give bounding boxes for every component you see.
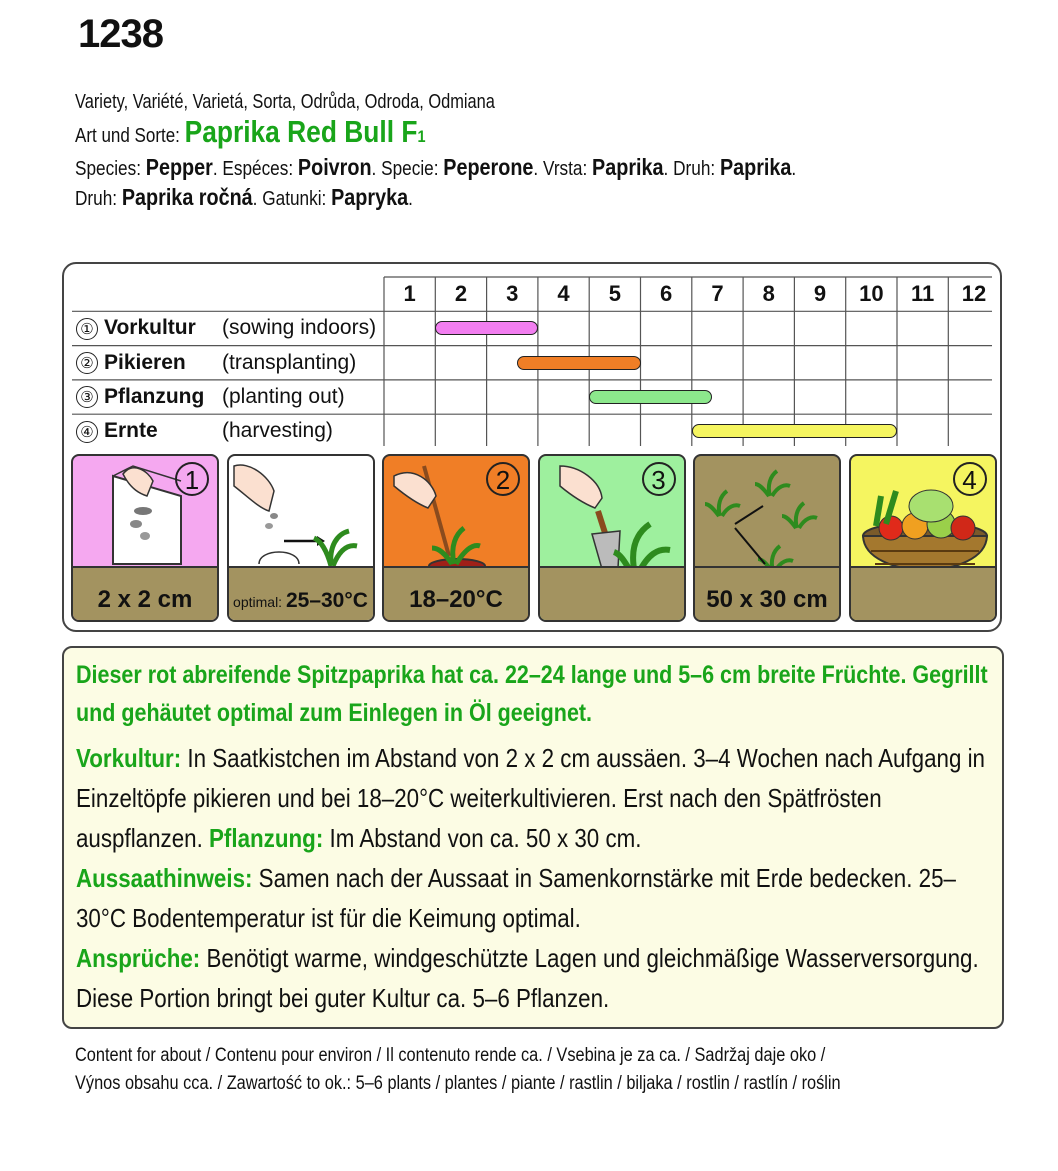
species-separator: .	[408, 188, 413, 210]
month-header: 12	[961, 281, 987, 306]
paragraph-heading: Ansprüche:	[76, 943, 201, 973]
month-header: 1	[403, 281, 416, 306]
species-line-2	[75, 184, 901, 210]
species-label: Vrsta:	[542, 158, 593, 180]
instruction-tile	[538, 454, 686, 622]
spacing-plants-icon	[695, 456, 841, 572]
variety-languages: Variety, Variété, Varietá, Sorta, Odrůda, Odroda, Odmiana	[75, 91, 495, 113]
paragraph-text: Benötigt warme, windgeschützte Lagen und gleichmäßige Wasserversorgung. Diese Portion bringt bei guter Kultur ca. 5–6 Pflanzen.	[76, 943, 979, 1013]
month-header: 3	[506, 281, 519, 306]
species-label: Druh:	[673, 158, 720, 180]
species-separator: .	[663, 158, 674, 180]
month-header: 10	[859, 281, 884, 306]
art-label: Art und Sorte:	[75, 125, 185, 147]
paragraph-heading: Vorkultur:	[76, 743, 182, 773]
calendar-row-label	[76, 311, 376, 345]
step-number: ②	[76, 352, 98, 374]
paragraph-heading: Aussaathinweis:	[76, 863, 253, 893]
species-separator: .	[212, 158, 223, 180]
month-header: 9	[813, 281, 827, 306]
description-panel	[62, 646, 1004, 1029]
calendar-bar	[517, 356, 640, 370]
step-name-en: (transplanting)	[222, 350, 357, 374]
instruction-tile	[693, 454, 841, 622]
step-circle-number: 3	[642, 462, 676, 496]
species-label: Druh:	[75, 188, 122, 210]
calendar-row-label	[76, 346, 356, 380]
species-name: Peperone	[443, 154, 534, 180]
tile-ground	[695, 566, 839, 620]
calendar-bar	[589, 390, 712, 404]
instruction-tile	[382, 454, 530, 622]
description-body	[76, 738, 992, 1018]
species-label: Espéces:	[222, 158, 298, 180]
variety-subscript: 1	[417, 127, 426, 146]
intro-text: Dieser rot abreifende Spitzpaprika hat ca. 22–24 lange und 5–6 cm breite Früchte. Gegrillt und gehäutet optimal zum Einlegen in Öl geeignet.	[76, 661, 988, 727]
tile-label	[229, 586, 373, 614]
paragraph-text: Samen nach der Aussaat in Samenkornstärke mit Erde bedecken. 25–30°C Bodentemperatur ist für die Keimung optimal.	[76, 863, 956, 933]
species-separator: .	[533, 158, 543, 180]
tile-label-value: 50 x 30 cm	[706, 586, 828, 613]
step-circle-number: 2	[486, 462, 520, 496]
product-code: 1238	[78, 12, 163, 56]
species-label: Species:	[75, 158, 146, 180]
species-label: Specie:	[381, 158, 444, 180]
tile-label-value: 18–20°C	[409, 586, 503, 613]
tile-ground	[540, 566, 684, 620]
sowing-calendar	[62, 262, 1002, 632]
tile-ground	[384, 566, 528, 620]
species-name: Paprika ročná	[121, 184, 253, 210]
tile-label-value: 25–30°C	[285, 589, 368, 612]
calendar-row-label	[76, 380, 345, 414]
seed-germination-icon	[229, 456, 375, 572]
step-circle-number: 4	[953, 462, 987, 496]
species-name: Papryka	[331, 184, 409, 210]
calendar-row-label	[76, 414, 333, 448]
species-separator: .	[252, 188, 263, 210]
calendar-bar	[435, 321, 538, 335]
species-line-1	[75, 154, 901, 180]
paragraph-text: In Saatkistchen im Abstand von 2 x 2 cm aussäen. 3–4 Wochen nach Aufgang in Einzeltöpfe pikieren und bei 18–20°C weiterkultivieren. Erst nach den Spätfrösten auspflanzen.	[76, 743, 985, 853]
step-name-en: (sowing indoors)	[222, 316, 377, 340]
paragraph-text: Im Abstand von ca. 50 x 30 cm.	[323, 823, 642, 853]
month-header: 11	[911, 281, 935, 306]
step-name-de: Ernte	[104, 419, 158, 443]
month-header: 8	[762, 281, 775, 306]
step-name-en: (planting out)	[222, 384, 345, 408]
step-number: ①	[76, 318, 98, 340]
step-name-de: Vorkultur	[104, 316, 196, 340]
tile-label	[73, 586, 217, 614]
tile-ground	[851, 566, 995, 620]
species-name: Paprika	[592, 154, 664, 180]
step-number: ④	[76, 421, 98, 443]
month-header: 7	[711, 281, 724, 306]
tile-ground	[229, 566, 373, 620]
variety-name: Paprika Red Bull F	[184, 114, 418, 149]
species-label: Gatunki:	[262, 188, 332, 210]
footer-line-1: Content for about / Contenu pour environ / Il contenuto rende ca. / Vsebina je za ca. / Sadržaj daje oko /	[75, 1045, 826, 1066]
tile-ground	[73, 566, 217, 620]
variety-info	[75, 92, 1035, 209]
month-header: 5	[608, 281, 621, 306]
step-name-de: Pikieren	[104, 350, 186, 374]
calendar-grid	[72, 274, 992, 446]
footer-line-2: Výnos obsahu cca. / Zawartość to ok.: 5–6 plants / plantes / piante / rastlin / biljaka / rostlin / rastlín / roślin	[75, 1073, 841, 1094]
species-name: Pepper	[145, 154, 213, 180]
paragraph-heading: Pflanzung:	[209, 823, 324, 853]
tile-label-value: 2 x 2 cm	[97, 586, 193, 613]
step-name-en: (harvesting)	[222, 419, 333, 443]
species-separator: .	[791, 158, 797, 180]
content-footer	[75, 1042, 841, 1098]
calendar-bar	[692, 424, 897, 438]
variety-heading	[75, 114, 891, 149]
month-header: 4	[557, 281, 570, 306]
tile-label	[695, 586, 839, 614]
step-circle-number: 1	[175, 462, 209, 496]
instruction-tile	[849, 454, 997, 622]
species-separator: .	[371, 158, 382, 180]
instruction-tile	[227, 454, 375, 622]
tile-label	[384, 586, 528, 614]
species-name: Paprika	[719, 154, 792, 180]
instruction-tile	[71, 454, 219, 622]
species-name: Poivron	[297, 154, 372, 180]
tile-label-prefix: optimal:	[233, 594, 286, 610]
month-header: 2	[454, 281, 468, 306]
month-header: 6	[660, 281, 673, 306]
step-number: ③	[76, 386, 98, 408]
step-name-de: Pflanzung	[104, 384, 205, 408]
